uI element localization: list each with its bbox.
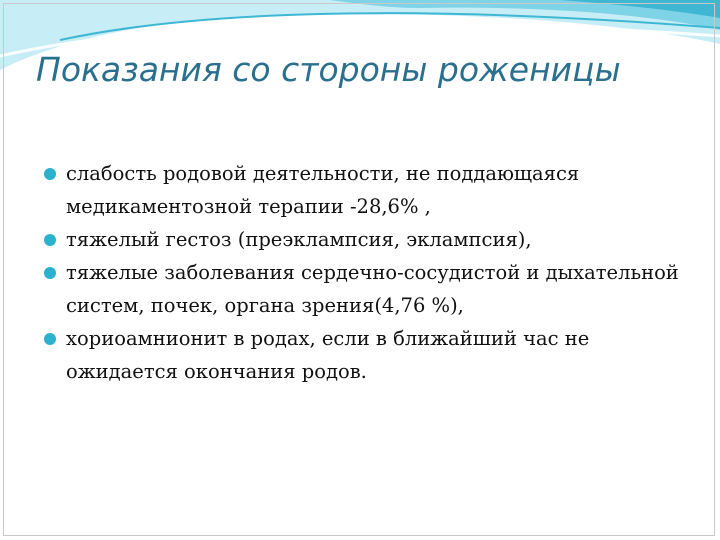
bullet-text: тяжелые заболевания сердечно-сосудистой и дыхательной систем, почек, органа зрения(4,76 %), bbox=[66, 261, 679, 317]
bullet-icon bbox=[44, 267, 56, 279]
bullet-list bbox=[42, 157, 692, 388]
bullet-text: тяжелый гестоз (преэклампсия, эклампсия), bbox=[66, 228, 532, 251]
bullet-item bbox=[42, 322, 692, 388]
bullet-icon bbox=[44, 234, 56, 246]
bullet-icon bbox=[44, 333, 56, 345]
bullet-icon bbox=[44, 168, 56, 180]
bullet-text: хориоамнионит в родах, если в ближайший час не ожидается окончания родов. bbox=[66, 327, 590, 383]
bullet-item bbox=[42, 223, 692, 256]
slide-title: Показания со стороны роженицы bbox=[36, 50, 621, 89]
bullet-text: слабость родовой деятельности, не поддающаяся медикаментозной терапии -28,6% , bbox=[66, 162, 580, 218]
bullet-item bbox=[42, 157, 692, 223]
bullet-item bbox=[42, 256, 692, 322]
